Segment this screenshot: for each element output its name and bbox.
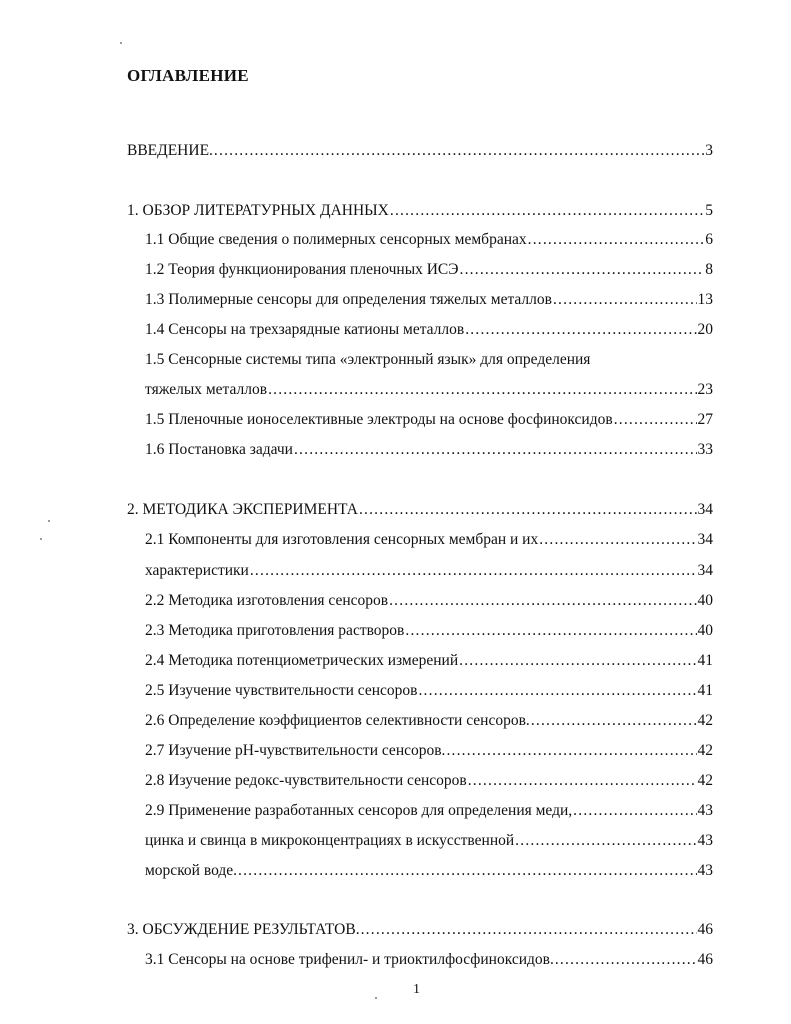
toc-entry-2-7[interactable] [145, 739, 713, 763]
toc-page-number: 33 [697, 441, 713, 458]
toc-entry-1-1[interactable] [145, 228, 713, 252]
dot-leader [250, 559, 697, 583]
toc-page-number: 8 [705, 261, 713, 278]
toc-entry-text: тяжелых металлов [145, 381, 268, 398]
toc-entry-text: 1.2 Теория функционирования пленочных ИСЭ [145, 261, 459, 278]
toc-entry-chapter-1[interactable] [127, 199, 713, 223]
toc-entry-text: 2.6 Определение коэффициентов селективности сенсоров. [145, 712, 530, 729]
toc-entry-2-8[interactable] [145, 769, 713, 793]
dot-leader [468, 769, 697, 793]
toc-entry-1-5b[interactable] [145, 408, 713, 432]
dot-leader [531, 709, 697, 733]
toc-entry-text: 1.3 Полимерные сенсоры для определения тяжелых металлов [145, 291, 552, 308]
toc-entry-chapter-3[interactable] [127, 918, 713, 942]
toc-entry-text: цинка и свинца в микроконцентрациях в искусственной [145, 832, 515, 849]
toc-page-number: 42 [697, 772, 713, 789]
toc-entry-1-6[interactable] [145, 438, 713, 462]
toc-entry-text: 2.7 Изучение pH-чувствительности сенсоров. [145, 742, 446, 759]
toc-entry-2-1b[interactable] [145, 559, 713, 583]
toc-entry-1-2[interactable] [145, 258, 713, 282]
page-number: 1 [413, 982, 420, 997]
toc-entry-text: 2.4 Методика потенциометрических измерений [145, 652, 459, 669]
toc-entry-text: 1.6 Постановка задачи [145, 441, 293, 458]
toc-page-number: 20 [697, 321, 713, 338]
dot-leader [359, 498, 697, 522]
toc-entry-2-6[interactable] [145, 709, 713, 733]
dot-leader [446, 739, 696, 763]
dot-leader [553, 288, 697, 312]
toc-page-number: 41 [697, 652, 713, 669]
dot-leader [214, 139, 704, 163]
toc-entry-text: 2.5 Изучение чувствительности сенсоров [145, 682, 418, 699]
toc-page-number: 43 [697, 802, 713, 819]
toc-page-number: 34 [697, 501, 713, 518]
toc-entry-2-1[interactable] [145, 528, 713, 552]
toc-entry-2-3[interactable] [145, 619, 713, 643]
toc-entry-chapter-2[interactable] [127, 498, 713, 522]
toc-entry-introduction[interactable] [127, 139, 713, 163]
toc-entry-1-4[interactable] [145, 318, 713, 342]
toc-page-number: 6 [705, 231, 713, 248]
dot-leader [459, 649, 696, 673]
toc-page-number: 41 [697, 682, 713, 699]
toc-page-number: 13 [697, 291, 713, 308]
dot-leader [405, 619, 696, 643]
dot-leader [294, 438, 697, 462]
toc-page-number: 46 [697, 951, 713, 968]
dot-leader [528, 228, 705, 252]
toc-entry-text: 1.5 Пленочные ионоселективные электроды на основе фосфиноксидов [145, 411, 613, 428]
toc-entry-text: 2.8 Изучение редокс-чувствительности сенсоров [145, 772, 467, 789]
dot-leader [390, 199, 704, 223]
scan-speck [120, 42, 122, 44]
toc-entry-1-5a[interactable] [145, 378, 713, 402]
toc-entry-text: 1.1 Общие сведения о полимерных сенсорных мембранах [145, 231, 527, 248]
toc-entry-text: характеристики [145, 562, 249, 579]
toc-entry-2-2[interactable] [145, 589, 713, 613]
dot-leader [389, 589, 696, 613]
toc-page-number: 42 [697, 712, 713, 729]
dot-leader [460, 258, 705, 282]
toc-entry-text: 3. ОБСУЖДЕНИЕ РЕЗУЛЬТАТОВ. [127, 921, 360, 938]
toc-entry-text: 2. МЕТОДИКА ЭКСПЕРИМЕНТА [127, 501, 358, 518]
toc-page-number: 3 [705, 142, 713, 159]
dot-leader [465, 318, 696, 342]
toc-entry-text: ВВЕДЕНИЕ. [127, 142, 213, 159]
toc-entry-1-5a-line1[interactable]: 1.5 Сенсорные системы типа «электронный язык» для определения [145, 351, 591, 368]
dot-leader [539, 528, 696, 552]
toc-entry-text: 3.1 Сенсоры на основе трифенил- и триоктилфосфиноксидов. [145, 951, 554, 968]
toc-entry-text: морской воде. [145, 862, 238, 879]
toc-entry-2-4[interactable] [145, 649, 713, 673]
toc-page-number: 43 [697, 832, 713, 849]
toc-page-number: 40 [697, 622, 713, 639]
toc-page-number: 27 [697, 411, 713, 428]
toc-entry-text: 2.1 Компоненты для изготовления сенсорных мембран и их [145, 531, 539, 548]
scan-speck [40, 538, 42, 540]
dot-leader [614, 408, 697, 432]
dot-leader [573, 799, 696, 823]
dot-leader [555, 948, 697, 972]
toc-entry-text: 2.9 Применение разработанных сенсоров для определения меди, [145, 802, 573, 819]
toc-entry-text: 1. ОБЗОР ЛИТЕРАТУРНЫХ ДАННЫХ [127, 202, 389, 219]
toc-entry-2-9[interactable] [145, 799, 713, 823]
toc-entry-2-9b[interactable] [145, 829, 713, 853]
toc-page-number: 5 [705, 202, 713, 219]
toc-page-number: 40 [697, 592, 713, 609]
toc-entry-text: 2.2 Методика изготовления сенсоров [145, 592, 389, 609]
toc-page-number: 23 [697, 381, 713, 398]
toc-entry-2-9c[interactable] [145, 859, 713, 883]
toc-title: ОГЛАВЛЕНИЕ [127, 66, 249, 85]
dot-leader [515, 829, 696, 853]
dot-leader [418, 679, 696, 703]
toc-page-number: 46 [697, 921, 713, 938]
toc-page-number: 43 [697, 862, 713, 879]
toc-page-number: 34 [697, 562, 713, 579]
dot-leader [361, 918, 697, 942]
toc-page-number: 42 [697, 742, 713, 759]
toc-entry-2-5[interactable] [145, 679, 713, 703]
toc-entry-text: 1.4 Сенсоры на трехзарядные катионы металлов [145, 321, 465, 338]
dot-leader [238, 859, 696, 883]
toc-entry-1-3[interactable] [145, 288, 713, 312]
toc-entry-text: 2.3 Методика приготовления растворов [145, 622, 405, 639]
scan-speck [375, 997, 377, 999]
toc-entry-3-1[interactable] [145, 948, 713, 972]
scan-speck [48, 520, 50, 522]
toc-page-number: 34 [697, 531, 713, 548]
dot-leader [268, 378, 696, 402]
